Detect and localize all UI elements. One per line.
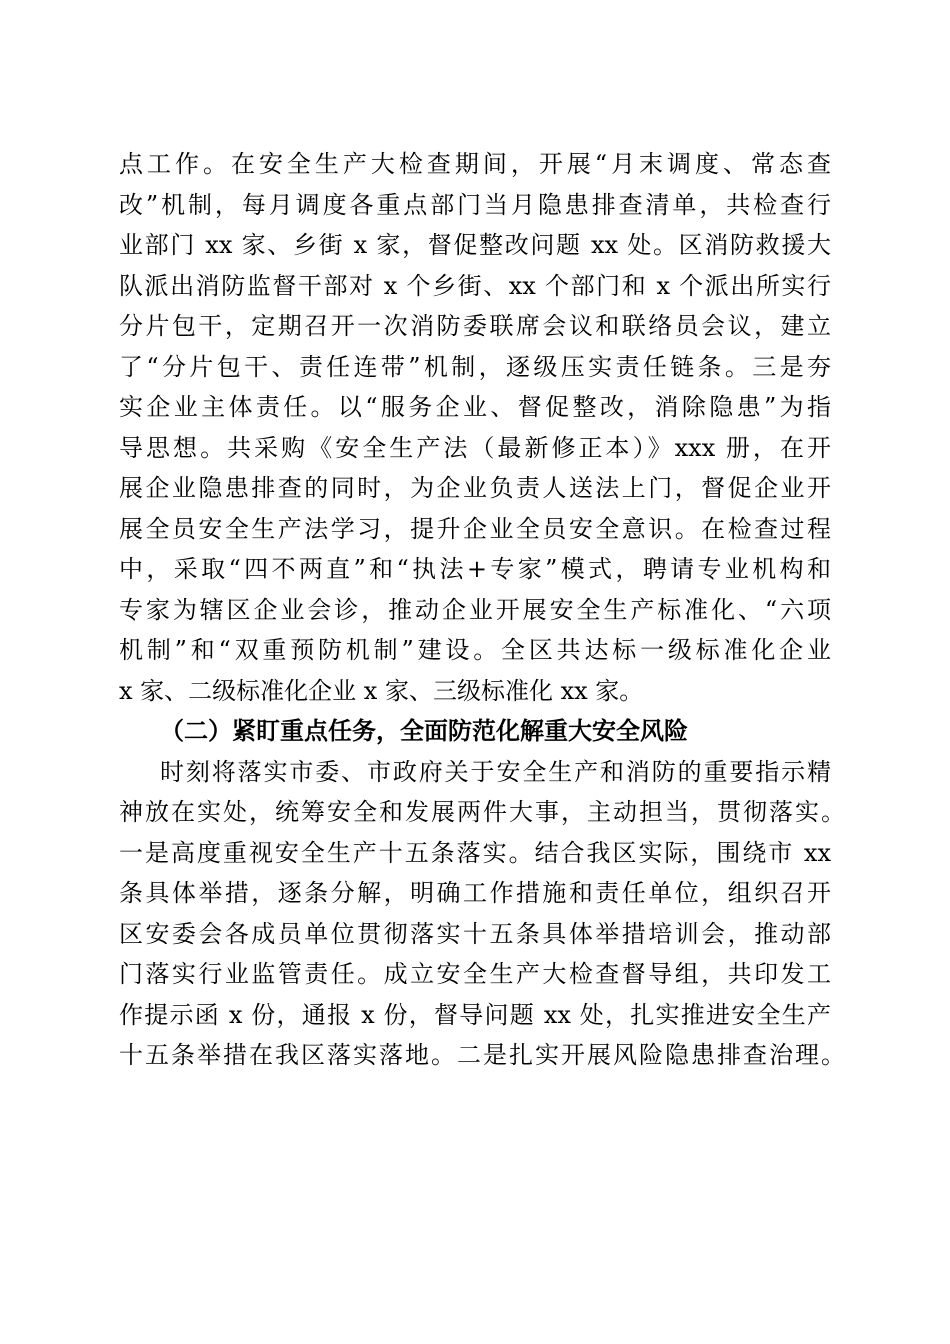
- body-text-line: 神放在实处，统筹安全和发展两件大事，主动担当，贯彻落实。: [119, 798, 845, 826]
- body-text-line: 区安委会各成员单位贯彻落实十五条具体举措培训会，推动部: [119, 920, 831, 948]
- section-heading: （二）紧盯重点任务，全面防范化解重大安全风险: [160, 716, 688, 745]
- body-text-line: 点工作。在安全生产大检查期间，开展“月末调度、常态查: [119, 150, 831, 178]
- body-text-line: 专家为辖区企业会诊，推动企业开展安全生产标准化、“六项: [119, 596, 831, 624]
- body-text-line: 改”机制，每月调度各重点部门当月隐患排查清单，共检查行: [119, 191, 831, 219]
- body-text-line: 一是高度重视安全生产十五条落实。结合我区实际，围绕市 xx: [119, 839, 831, 867]
- body-text-line: x 家、二级标准化企业 x 家、三级标准化 xx 家。: [119, 677, 644, 705]
- body-text-line: 导思想。共采购《安全生产法（最新修正本）》xxx 册，在开: [119, 434, 831, 462]
- body-text-line: 条具体举措，逐条分解，明确工作措施和责任单位，组织召开: [119, 879, 831, 907]
- body-text-line: 十五条举措在我区落实落地。二是扎实开展风险隐患排查治理。: [119, 1041, 845, 1069]
- body-text-line: 分片包干，定期召开一次消防委联席会议和联络员会议，建立: [119, 312, 831, 340]
- body-text-line: 时刻将落实市委、市政府关于安全生产和消防的重要指示精: [160, 758, 831, 786]
- body-text-line: 队派出消防监督干部对 x 个乡街、xx 个部门和 x 个派出所实行: [119, 272, 831, 300]
- body-text-line: 业部门 xx 家、乡街 x 家，督促整改问题 xx 处。区消防救援大: [119, 231, 831, 259]
- body-text-line: 实企业主体责任。以“服务企业、督促整改，消除隐患”为指: [119, 393, 831, 421]
- body-text-line: 了“分片包干、责任连带”机制，逐级压实责任链条。三是夯: [119, 353, 831, 381]
- body-text-line: 中，采取“四不两直”和“执法+专家”模式，聘请专业机构和: [119, 555, 831, 583]
- body-text-line: 机制”和“双重预防机制”建设。全区共达标一级标准化企业: [119, 636, 831, 664]
- body-text-line: 展企业隐患排查的同时，为企业负责人送法上门，督促企业开: [119, 474, 831, 502]
- body-text-line: 展全员安全生产法学习，提升企业全员安全意识。在检查过程: [119, 515, 831, 543]
- body-text-line: 作提示函 x 份，通报 x 份，督导问题 xx 处，扎实推进安全生产: [119, 1001, 831, 1029]
- body-text-line: 门落实行业监管责任。成立安全生产大检查督导组，共印发工: [119, 960, 831, 988]
